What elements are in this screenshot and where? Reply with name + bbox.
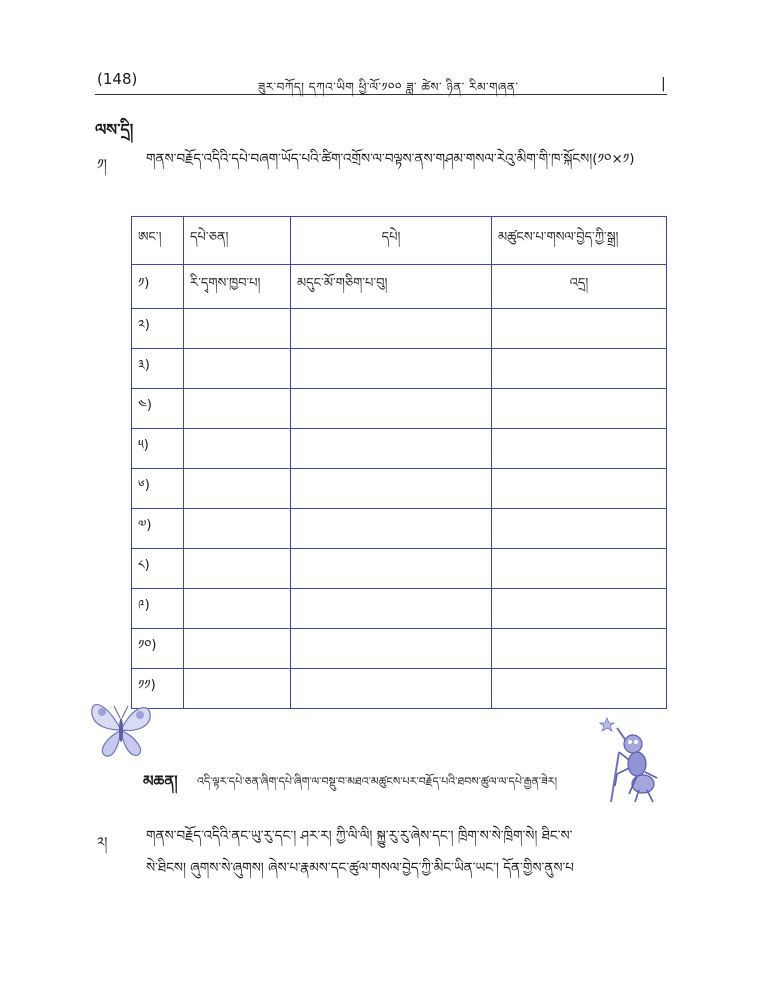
header-dpe-can: དཔེ་ཅན། — [184, 217, 291, 265]
question-2-text — [146, 820, 676, 884]
butterfly-illustration — [86, 694, 156, 762]
row-number: ༢) — [132, 309, 184, 349]
answer-cell[interactable] — [291, 429, 492, 469]
answer-cell[interactable] — [184, 549, 291, 589]
answer-table — [131, 216, 667, 709]
header-number: ཨང་། — [132, 217, 184, 265]
section-heading: ལས་དྲི། — [95, 120, 134, 139]
answer-cell[interactable] — [184, 309, 291, 349]
note-label: མཆན། — [143, 772, 178, 790]
row-number: ༤) — [132, 389, 184, 429]
answer-cell[interactable] — [492, 469, 667, 509]
table-row — [132, 629, 667, 669]
answer-cell[interactable] — [184, 469, 291, 509]
note-text: འདི་ལྟར་དཔེ་ཅན་ཞིག་དཔེ་ཞིག་ལ་བསྡུ་བ་མཐའ་མཚུངས་པར་བརྗོད་པའི་ཐབས་ཚུལ་ལ་དཔེ་རྒྱན་ཟེར། — [197, 775, 558, 788]
example-sgra: འདྲ། — [492, 265, 667, 309]
row-number: ༣) — [132, 349, 184, 389]
table-header-row — [132, 217, 667, 265]
header-divider — [95, 94, 667, 95]
answer-cell[interactable] — [492, 549, 667, 589]
running-header: ཟུར་བཀོད། དཀའ་ཡིག ཕྱི་ལོ་༡༠༠ ཟླ་ ཚེས་ ཉིན་ རིམ་གཞན་ — [258, 80, 519, 94]
answer-cell[interactable] — [291, 469, 492, 509]
question-2-number: ༢། — [97, 835, 108, 851]
answer-cell[interactable] — [492, 629, 667, 669]
answer-cell[interactable] — [291, 549, 492, 589]
row-number: ༡༡) — [132, 669, 184, 709]
header-sgra: མཚུངས་པ་གསལ་བྱེད་ཀྱི་སྒྲ། — [492, 217, 667, 265]
answer-cell[interactable] — [291, 589, 492, 629]
question-2-line: སེ་ཐིངས། ཞུགས་སེ་ཞུགས། ཞེས་པ་རྣམས་དང་ཚུལ་གསལ་བྱེད་ཀྱི་མིང་ཡིན་ཡང་། དོན་གྱིས་ནུས་པ — [146, 860, 574, 876]
table-row — [132, 509, 667, 549]
row-number: ༥) — [132, 429, 184, 469]
row-number: ༨) — [132, 549, 184, 589]
answer-cell[interactable] — [492, 589, 667, 629]
answer-cell[interactable] — [184, 589, 291, 629]
table-row — [132, 469, 667, 509]
table-row — [132, 429, 667, 469]
row-number: ༧) — [132, 509, 184, 549]
answer-cell[interactable] — [492, 349, 667, 389]
question-1-text: གནས་བརྗོད་འདིའི་དཔེ་བཞག་ཡོད་པའི་ཚིག་འགྲོས་ལ་བལྟས་ནས་གཤམ་གསལ་རེའུ་མིག་གི་ཁ་སྐོངས།(༡༠×༡) — [146, 151, 635, 167]
ant-illustration — [593, 714, 673, 806]
table-row-example — [132, 265, 667, 309]
example-dpe-can: རི་དྭགས་ཁྱབ་པ། — [184, 265, 291, 309]
row-number: ༡༠) — [132, 629, 184, 669]
example-dpe: མདུང་མོ་གཅིག་པ་བུ། — [291, 265, 492, 309]
answer-cell[interactable] — [291, 629, 492, 669]
table-row — [132, 309, 667, 349]
answer-cell[interactable] — [291, 669, 492, 709]
answer-cell[interactable] — [492, 509, 667, 549]
row-number: ༩) — [132, 589, 184, 629]
answer-cell[interactable] — [291, 309, 492, 349]
question-2-line: གནས་བརྗོད་འདིའི་ནང་ཡུ་རུ་དང་། ཤར་ར། ཀྱི་ལི་ལི། སྐྱུ་རུ་རུ་ཞེས་དང་། ཁྲིག་ས་སེ་ཁྲིག་སེ། ཐིང་ས་ — [146, 828, 573, 844]
row-number: ༦) — [132, 469, 184, 509]
answer-cell[interactable] — [291, 389, 492, 429]
header-dpe: དཔེ། — [291, 217, 492, 265]
table-row — [132, 349, 667, 389]
question-1-number: ༡། — [97, 157, 107, 173]
answer-cell[interactable] — [184, 349, 291, 389]
table-row — [132, 389, 667, 429]
answer-cell[interactable] — [291, 509, 492, 549]
table-row — [132, 589, 667, 629]
header-marker: | — [661, 76, 666, 92]
answer-cell[interactable] — [184, 629, 291, 669]
answer-cell[interactable] — [492, 429, 667, 469]
answer-cell[interactable] — [184, 389, 291, 429]
answer-cell[interactable] — [492, 669, 667, 709]
answer-cell[interactable] — [184, 509, 291, 549]
answer-cell[interactable] — [184, 429, 291, 469]
answer-cell[interactable] — [291, 349, 492, 389]
page-number: (148) — [97, 70, 138, 88]
table-row — [132, 669, 667, 709]
answer-cell[interactable] — [184, 669, 291, 709]
answer-cell[interactable] — [492, 309, 667, 349]
row-number: ༡) — [132, 265, 184, 309]
answer-cell[interactable] — [492, 389, 667, 429]
table-row — [132, 549, 667, 589]
